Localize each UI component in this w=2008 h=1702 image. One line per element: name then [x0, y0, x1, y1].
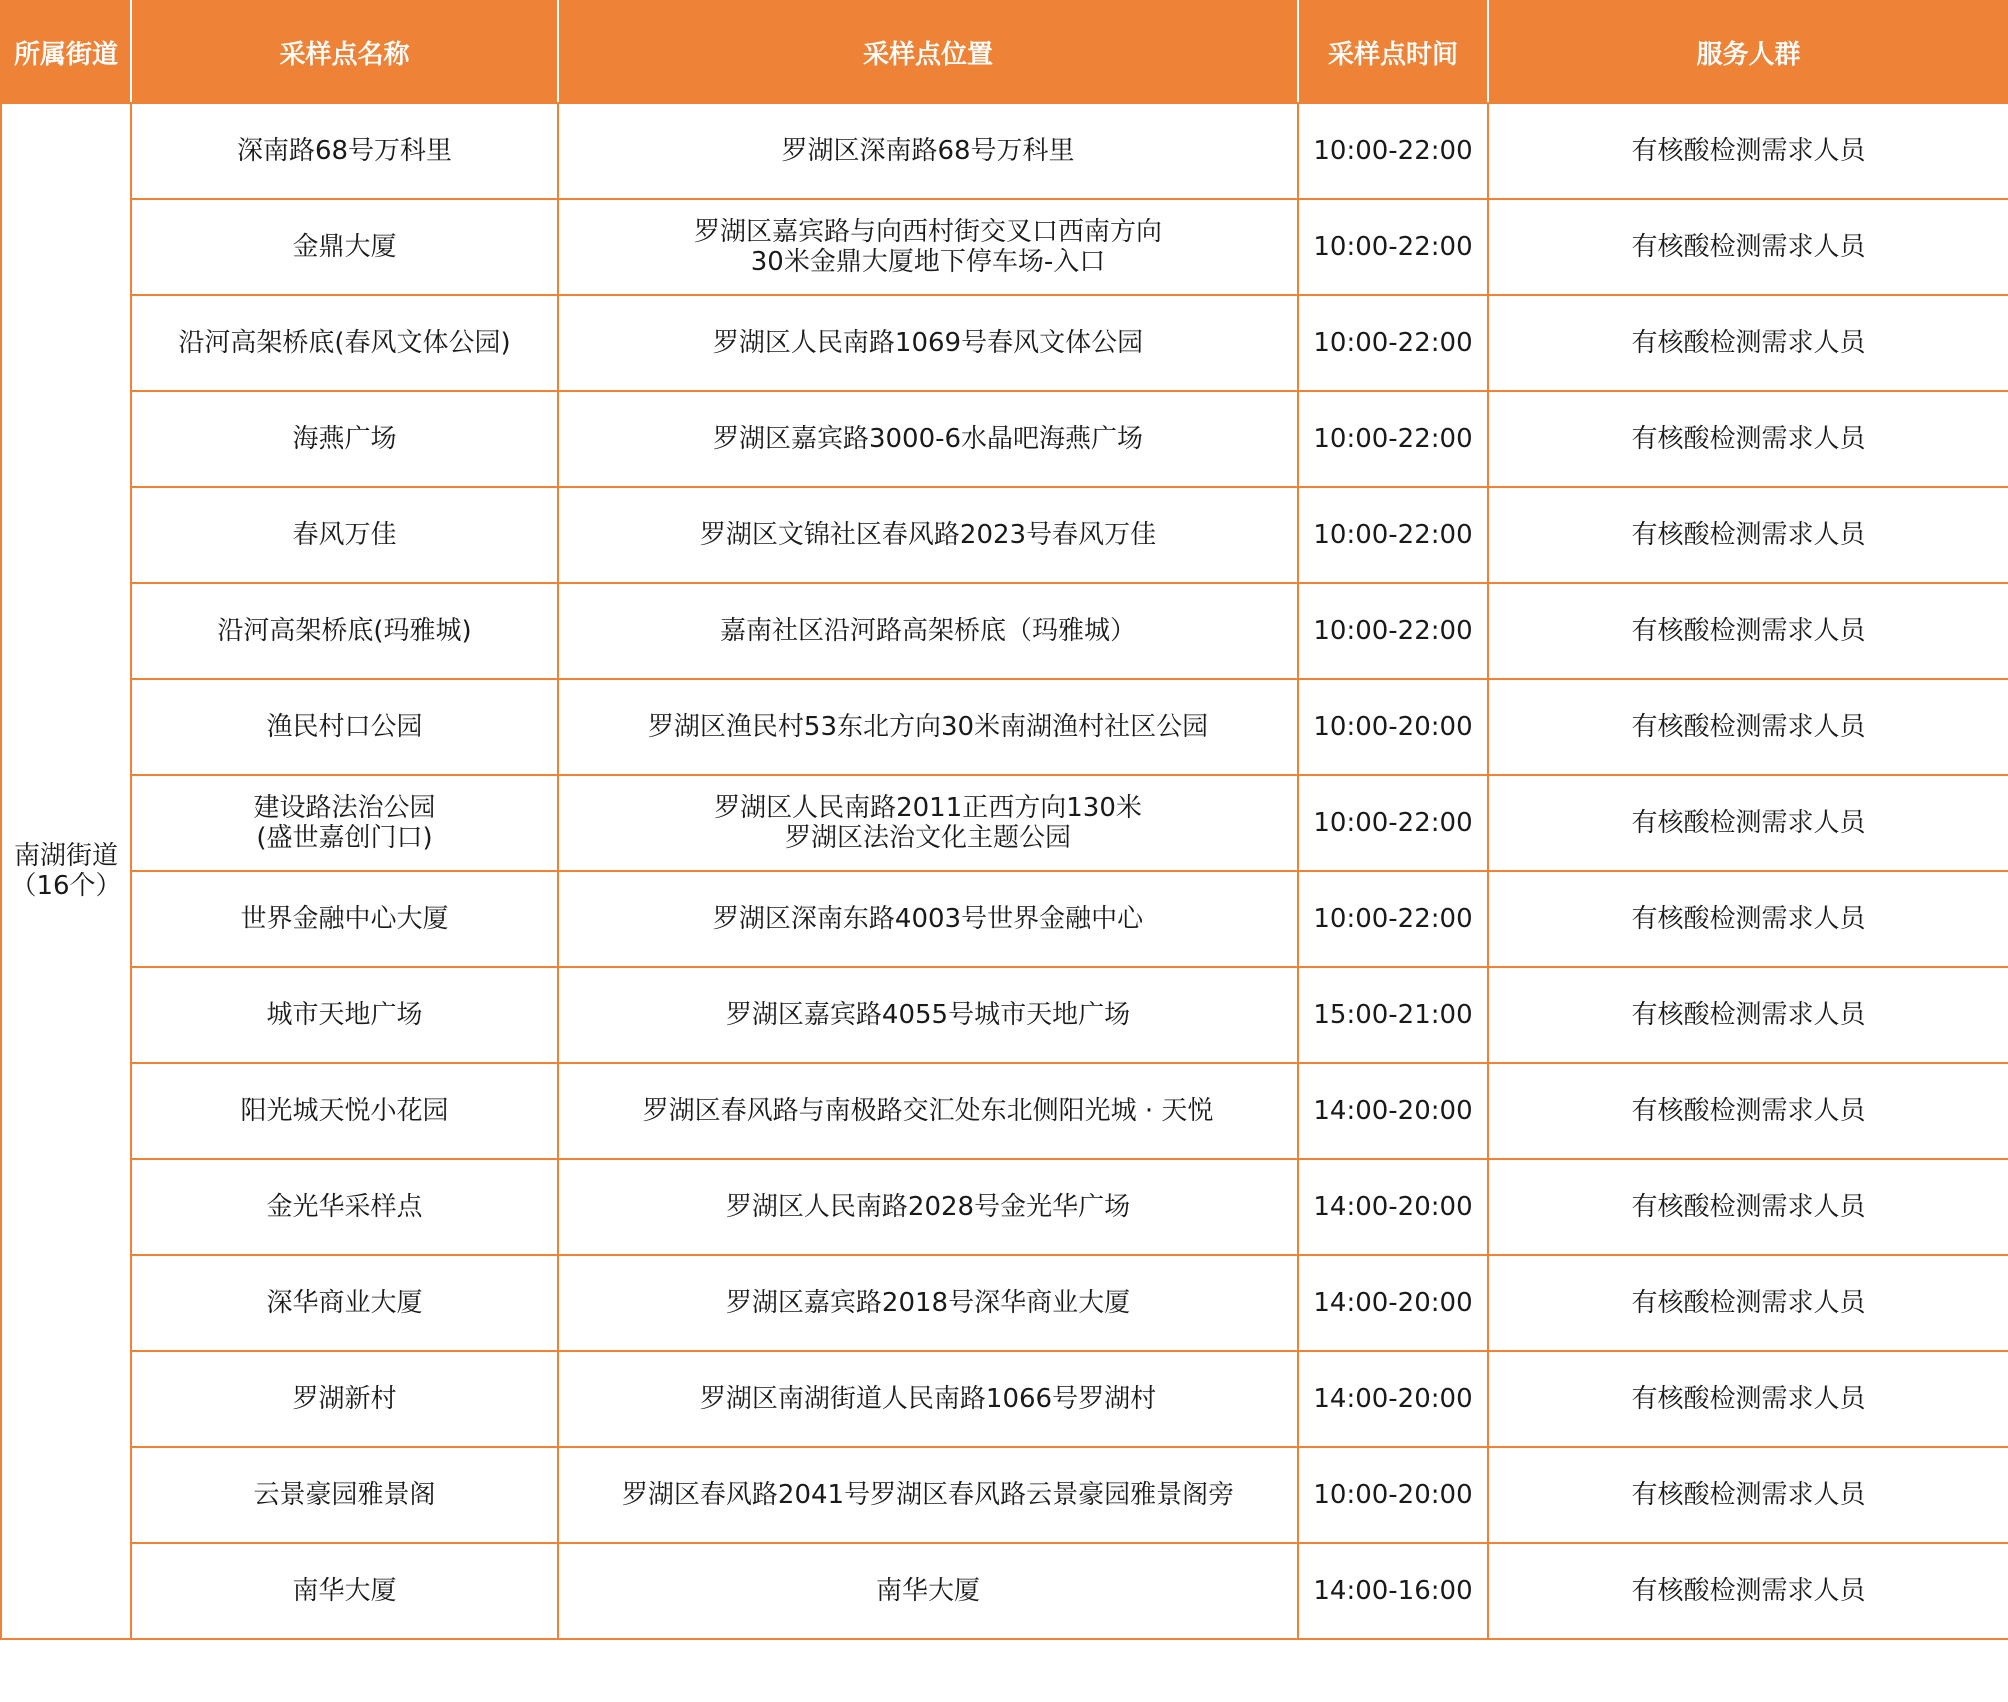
site-name-cell: 云景豪园雅景阁	[131, 1447, 558, 1543]
table-row	[1, 199, 2008, 295]
site-time-cell: 10:00-22:00	[1298, 775, 1488, 871]
site-location-cell: 罗湖区文锦社区春风路2023号春风万佳	[558, 487, 1298, 583]
street-cell: 南湖街道 （16个）	[1, 103, 131, 1639]
table-row	[1, 1351, 2008, 1447]
site-location-cell: 罗湖区深南路68号万科里	[558, 103, 1298, 199]
site-time-cell: 10:00-22:00	[1298, 583, 1488, 679]
site-name-cell: 深南路68号万科里	[131, 103, 558, 199]
header-site-location: 采样点位置	[558, 1, 1298, 103]
header-service-group: 服务人群	[1488, 1, 2008, 103]
table-row	[1, 775, 2008, 871]
site-location-cell: 罗湖区人民南路1069号春风文体公园	[558, 295, 1298, 391]
table-header	[1, 1, 2008, 103]
site-location-cell: 罗湖区嘉宾路与向西村街交叉口西南方向 30米金鼎大厦地下停车场-入口	[558, 199, 1298, 295]
site-name-cell: 沿河高架桥底(玛雅城)	[131, 583, 558, 679]
service-group-cell: 有核酸检测需求人员	[1488, 967, 2008, 1063]
site-time-cell: 10:00-20:00	[1298, 679, 1488, 775]
site-time-cell: 10:00-22:00	[1298, 871, 1488, 967]
table-row	[1, 1255, 2008, 1351]
service-group-cell: 有核酸检测需求人员	[1488, 199, 2008, 295]
site-name-cell: 阳光城天悦小花园	[131, 1063, 558, 1159]
site-location-cell: 罗湖区春风路2041号罗湖区春风路云景豪园雅景阁旁	[558, 1447, 1298, 1543]
site-time-cell: 10:00-20:00	[1298, 1447, 1488, 1543]
table-row	[1, 487, 2008, 583]
table-row	[1, 871, 2008, 967]
service-group-cell: 有核酸检测需求人员	[1488, 1159, 2008, 1255]
site-location-cell: 嘉南社区沿河路高架桥底（玛雅城）	[558, 583, 1298, 679]
table-row	[1, 583, 2008, 679]
table-row	[1, 1543, 2008, 1639]
site-name-cell: 金鼎大厦	[131, 199, 558, 295]
site-time-cell: 14:00-20:00	[1298, 1351, 1488, 1447]
site-time-cell: 10:00-22:00	[1298, 391, 1488, 487]
service-group-cell: 有核酸检测需求人员	[1488, 1543, 2008, 1639]
site-location-cell: 罗湖区南湖街道人民南路1066号罗湖村	[558, 1351, 1298, 1447]
site-location-cell: 罗湖区嘉宾路2018号深华商业大厦	[558, 1255, 1298, 1351]
site-name-cell: 春风万佳	[131, 487, 558, 583]
header-street: 所属街道	[1, 1, 131, 103]
site-name-cell: 城市天地广场	[131, 967, 558, 1063]
site-name-cell: 南华大厦	[131, 1543, 558, 1639]
table-row	[1, 1447, 2008, 1543]
service-group-cell: 有核酸检测需求人员	[1488, 583, 2008, 679]
service-group-cell: 有核酸检测需求人员	[1488, 1255, 2008, 1351]
service-group-cell: 有核酸检测需求人员	[1488, 1351, 2008, 1447]
service-group-cell: 有核酸检测需求人员	[1488, 1447, 2008, 1543]
table-row	[1, 391, 2008, 487]
site-name-cell: 沿河高架桥底(春风文体公园)	[131, 295, 558, 391]
site-location-cell: 罗湖区人民南路2011正西方向130米 罗湖区法治文化主题公园	[558, 775, 1298, 871]
header-site-name: 采样点名称	[131, 1, 558, 103]
site-name-cell: 渔民村口公园	[131, 679, 558, 775]
table-row	[1, 103, 2008, 199]
site-time-cell: 10:00-22:00	[1298, 487, 1488, 583]
site-name-cell: 金光华采样点	[131, 1159, 558, 1255]
site-time-cell: 10:00-22:00	[1298, 295, 1488, 391]
site-time-cell: 14:00-20:00	[1298, 1255, 1488, 1351]
site-location-cell: 罗湖区深南东路4003号世界金融中心	[558, 871, 1298, 967]
table-row	[1, 1159, 2008, 1255]
table-row	[1, 295, 2008, 391]
header-row	[1, 1, 2008, 103]
site-time-cell: 14:00-16:00	[1298, 1543, 1488, 1639]
service-group-cell: 有核酸检测需求人员	[1488, 391, 2008, 487]
site-time-cell: 10:00-22:00	[1298, 199, 1488, 295]
site-location-cell: 罗湖区嘉宾路3000-6水晶吧海燕广场	[558, 391, 1298, 487]
service-group-cell: 有核酸检测需求人员	[1488, 103, 2008, 199]
site-location-cell: 罗湖区嘉宾路4055号城市天地广场	[558, 967, 1298, 1063]
site-time-cell: 14:00-20:00	[1298, 1063, 1488, 1159]
table-row	[1, 1063, 2008, 1159]
service-group-cell: 有核酸检测需求人员	[1488, 679, 2008, 775]
site-location-cell: 南华大厦	[558, 1543, 1298, 1639]
service-group-cell: 有核酸检测需求人员	[1488, 775, 2008, 871]
header-site-time: 采样点时间	[1298, 1, 1488, 103]
site-location-cell: 罗湖区人民南路2028号金光华广场	[558, 1159, 1298, 1255]
site-name-cell: 世界金融中心大厦	[131, 871, 558, 967]
site-name-cell: 海燕广场	[131, 391, 558, 487]
site-location-cell: 罗湖区渔民村53东北方向30米南湖渔村社区公园	[558, 679, 1298, 775]
service-group-cell: 有核酸检测需求人员	[1488, 871, 2008, 967]
table-row	[1, 967, 2008, 1063]
service-group-cell: 有核酸检测需求人员	[1488, 487, 2008, 583]
site-time-cell: 14:00-20:00	[1298, 1159, 1488, 1255]
service-group-cell: 有核酸检测需求人员	[1488, 1063, 2008, 1159]
site-location-cell: 罗湖区春风路与南极路交汇处东北侧阳光城 · 天悦	[558, 1063, 1298, 1159]
site-name-cell: 建设路法治公园 (盛世嘉创门口)	[131, 775, 558, 871]
site-time-cell: 15:00-21:00	[1298, 967, 1488, 1063]
site-time-cell: 10:00-22:00	[1298, 103, 1488, 199]
service-group-cell: 有核酸检测需求人员	[1488, 295, 2008, 391]
table-body	[1, 103, 2008, 1639]
site-name-cell: 深华商业大厦	[131, 1255, 558, 1351]
site-name-cell: 罗湖新村	[131, 1351, 558, 1447]
table-row	[1, 679, 2008, 775]
